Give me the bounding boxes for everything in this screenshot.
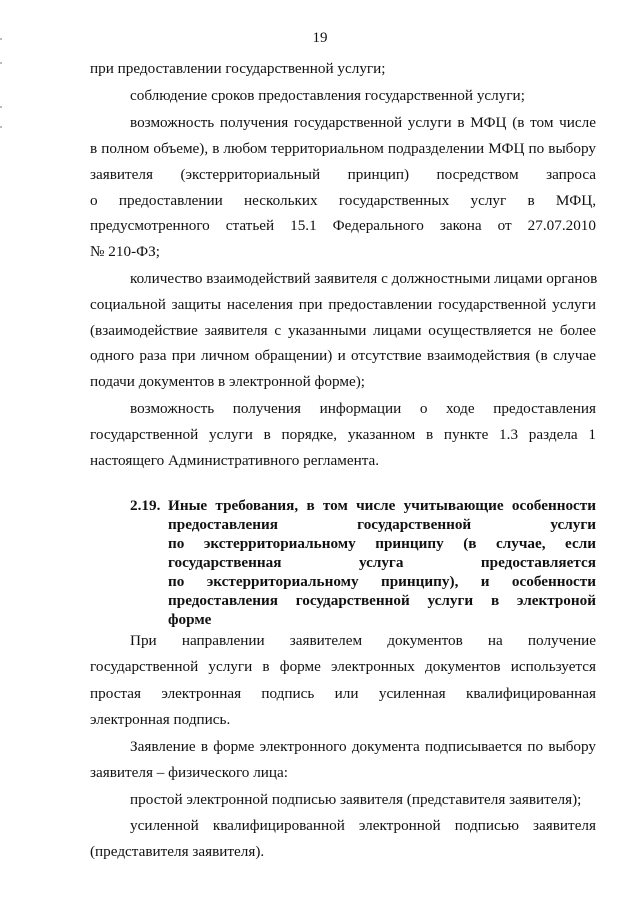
- text-line: при предоставлении государственной услуги;: [90, 60, 386, 77]
- section-title: [168, 496, 596, 629]
- text-line: усиленной квалифицированной электронной подписью заявителя: [130, 817, 596, 834]
- text-line: При направлении заявителем документов на получение: [130, 632, 596, 649]
- text-line: Заявление в форме электронного документа подписывается по выбору: [130, 738, 596, 755]
- text-line: возможность получения государственной услуги в МФЦ (в том числе: [130, 114, 596, 131]
- section-title-line: по экстерриториальному принципу (в случае, если: [168, 535, 596, 552]
- scan-mark: [0, 126, 2, 128]
- scan-mark: [0, 38, 2, 40]
- text-line: подачи документов в электронной форме);: [90, 373, 365, 390]
- text-line: государственной услуги в порядке, указанном в пункте 1.3 раздела 1: [90, 426, 596, 443]
- text-line: заявителя – физического лица:: [90, 764, 288, 781]
- text-line: электронная подпись.: [90, 711, 231, 728]
- text-line: государственной услуги в форме электронных документов используется: [90, 658, 596, 675]
- text-line: количество взаимодействий заявителя с должностными лицами органов: [130, 270, 598, 287]
- text-line: простой электронной подписью заявителя (представителя заявителя);: [130, 791, 582, 808]
- text-line: возможность получения информации о ходе предоставления: [130, 400, 596, 417]
- text-line: одного раза при личном обращении) и отсутствие взаимодействия (в случае: [90, 347, 596, 364]
- text-line: о предоставлении нескольких государственных услуг в МФЦ,: [90, 192, 596, 209]
- text-line: заявителя (экстерриториальный принцип) посредством запроса: [90, 166, 596, 183]
- section-title-line: предоставления государственной услуги: [168, 516, 596, 533]
- text-line: (взаимодействие заявителя с указанными лицами осуществляется не более: [90, 322, 596, 339]
- section-title-line: Иные требования, в том числе учитывающие особенности: [168, 497, 596, 514]
- text-line: в полном объеме), в любом территориальном подразделении МФЦ по выбору: [90, 140, 596, 157]
- page-number: 19: [312, 30, 328, 46]
- section-title-line: предоставления государственной услуги в электроной: [168, 592, 596, 609]
- text-line: (представителя заявителя).: [90, 843, 265, 860]
- text-line: настоящего Административного регламента.: [90, 452, 380, 469]
- text-line: простая электронная подпись или усиленная квалифицированная: [90, 685, 596, 702]
- scan-mark: [0, 62, 2, 64]
- scan-mark: [0, 106, 2, 108]
- section-number: 2.19.: [130, 497, 161, 514]
- text-line: социальной защиты населения при предоставлении государственной услуги: [90, 296, 596, 313]
- text-line: соблюдение сроков предоставления государственной услуги;: [130, 87, 525, 104]
- text-line: предусмотренного статьей 15.1 Федерального закона от 27.07.2010: [90, 217, 596, 234]
- text-line: № 210-ФЗ;: [90, 243, 160, 260]
- section-title-line: форме: [168, 611, 212, 628]
- section-title-line: по экстерриториальному принципу), и особенности: [168, 573, 596, 590]
- section-title-line: государственная услуга предоставляется: [168, 554, 596, 571]
